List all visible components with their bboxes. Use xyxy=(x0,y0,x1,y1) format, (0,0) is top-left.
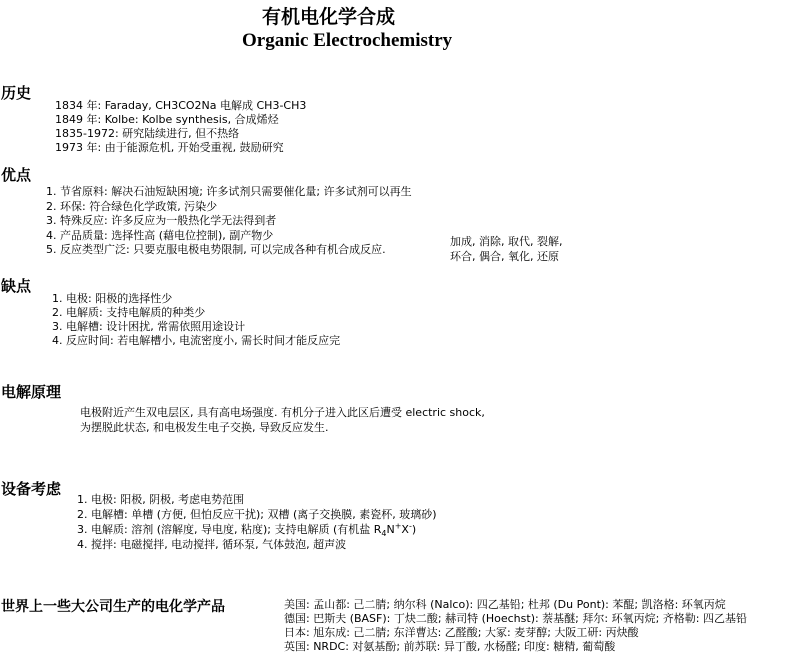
companies-list xyxy=(284,598,747,654)
advantage-item: 1. 节省原料: 解决石油短缺困境; 许多试剂只需要催化量; 许多试剂可以再生 xyxy=(46,185,412,198)
page-title-english: Organic Electrochemistry xyxy=(242,30,453,51)
history-item: 1973 年: 由于能源危机, 开始受重视, 鼓励研究 xyxy=(55,141,284,154)
disadvantage-item: 4. 反应时间: 若电解槽小, 电流密度小, 需长时间才能反应完 xyxy=(52,334,341,347)
disadvantages-list xyxy=(52,292,340,348)
advantage-item: 4. 产品质量: 选择性高 (藉电位控制), 副产物少 xyxy=(46,228,274,242)
company-line: 日本: 旭东成: 己二腈; 东洋曹达: 乙醛酸; 大冢: 麦芽醇; 大阪工研: 丙炔酸 xyxy=(284,626,639,639)
history-item: 1835-1972: 研究陆续进行, 但不热络 xyxy=(55,127,240,140)
equipment-item xyxy=(77,522,437,537)
equipment-item-text: 3. 电解质: 溶剂 (溶解度, 导电度, 粘度); 支持电解质 (有机盐 R xyxy=(77,523,382,536)
principle-line: 电极附近产生双电层区, 具有高电场强度. 有机分子进入此区后遭受 electric shock, xyxy=(80,406,485,419)
equipment-heading: 设备考虑 xyxy=(1,480,62,498)
company-line: 美国: 孟山都: 己二腈; 纳尔科 (Nalco): 四乙基铅; 杜邦 (Du Pont): 苯醌; 凯洛格: 环氧丙烷 xyxy=(284,598,726,611)
history-heading: 历史 xyxy=(1,84,32,102)
reaction-types-line: 环合, 偶合, 氧化, 还原 xyxy=(450,250,559,263)
reaction-types-note xyxy=(450,234,562,264)
equipment-item: 1. 电极: 阳极, 阴极, 考虑电势范围 xyxy=(77,493,245,506)
equipment-list xyxy=(77,492,437,552)
disadvantages-heading: 缺点 xyxy=(1,277,32,295)
equipment-item: 2. 电解槽: 单槽 (方便, 但怕反应干扰); 双槽 (离子交换膜, 素瓷杯, 玻璃砂) xyxy=(77,508,437,521)
advantage-item: 3. 特殊反应: 许多反应为一般热化学无法得到者 xyxy=(46,214,277,227)
advantages-list xyxy=(46,185,412,258)
formula-text: X xyxy=(401,523,409,536)
formula-superscript: - xyxy=(408,521,412,531)
formula-text: ) xyxy=(411,523,417,536)
formula-text: N xyxy=(386,523,395,536)
history-item: 1834 年: Faraday, CH3CO2Na 电解成 CH3-CH3 xyxy=(55,99,307,112)
formula-superscript: + xyxy=(394,521,402,531)
disadvantage-item: 3. 电解槽: 设计困扰, 常需依照用途设计 xyxy=(52,320,246,333)
principle-text xyxy=(80,405,485,435)
principle-line: 为摆脱此状态, 和电极发生电子交换, 导致反应发生. xyxy=(80,421,329,434)
disadvantage-item: 2. 电解质: 支持电解质的种类少 xyxy=(52,306,206,319)
advantage-item: 2. 环保: 符合绿色化学政策, 污染少 xyxy=(46,199,218,213)
history-item: 1849 年: Kolbe: Kolbe synthesis, 合成烯烃 xyxy=(55,113,279,126)
equipment-item: 4. 搅拌: 电磁搅拌, 电动搅拌, 循环泵, 气体鼓泡, 超声波 xyxy=(77,538,347,551)
company-line: 英国: NRDC: 对氨基酚; 前苏联: 异丁酸, 水杨醛; 印度: 糖精, 葡萄酸 xyxy=(284,640,616,653)
history-list xyxy=(55,99,306,155)
page-title-chinese: 有机电化学合成 xyxy=(262,6,396,28)
advantages-heading: 优点 xyxy=(1,166,32,184)
companies-heading: 世界上一些大公司生产的电化学产品 xyxy=(1,599,225,615)
advantage-item: 5. 反应类型广泛: 只要克服电极电势限制, 可以完成各种有机合成反应. xyxy=(46,243,386,256)
reaction-types-line: 加成, 消除, 取代, 裂解, xyxy=(450,235,563,248)
formula-subscript: 4 xyxy=(381,529,387,539)
principle-heading: 电解原理 xyxy=(1,383,62,401)
disadvantage-item: 1. 电极: 阳极的选择性少 xyxy=(52,292,173,305)
company-line: 德国: 巴斯夫 (BASF): 丁炔二酸; 赫司特 (Hoechst): 萘基醚; 拜尔: 环氧丙烷; 齐格勒: 四乙基铅 xyxy=(284,612,747,625)
